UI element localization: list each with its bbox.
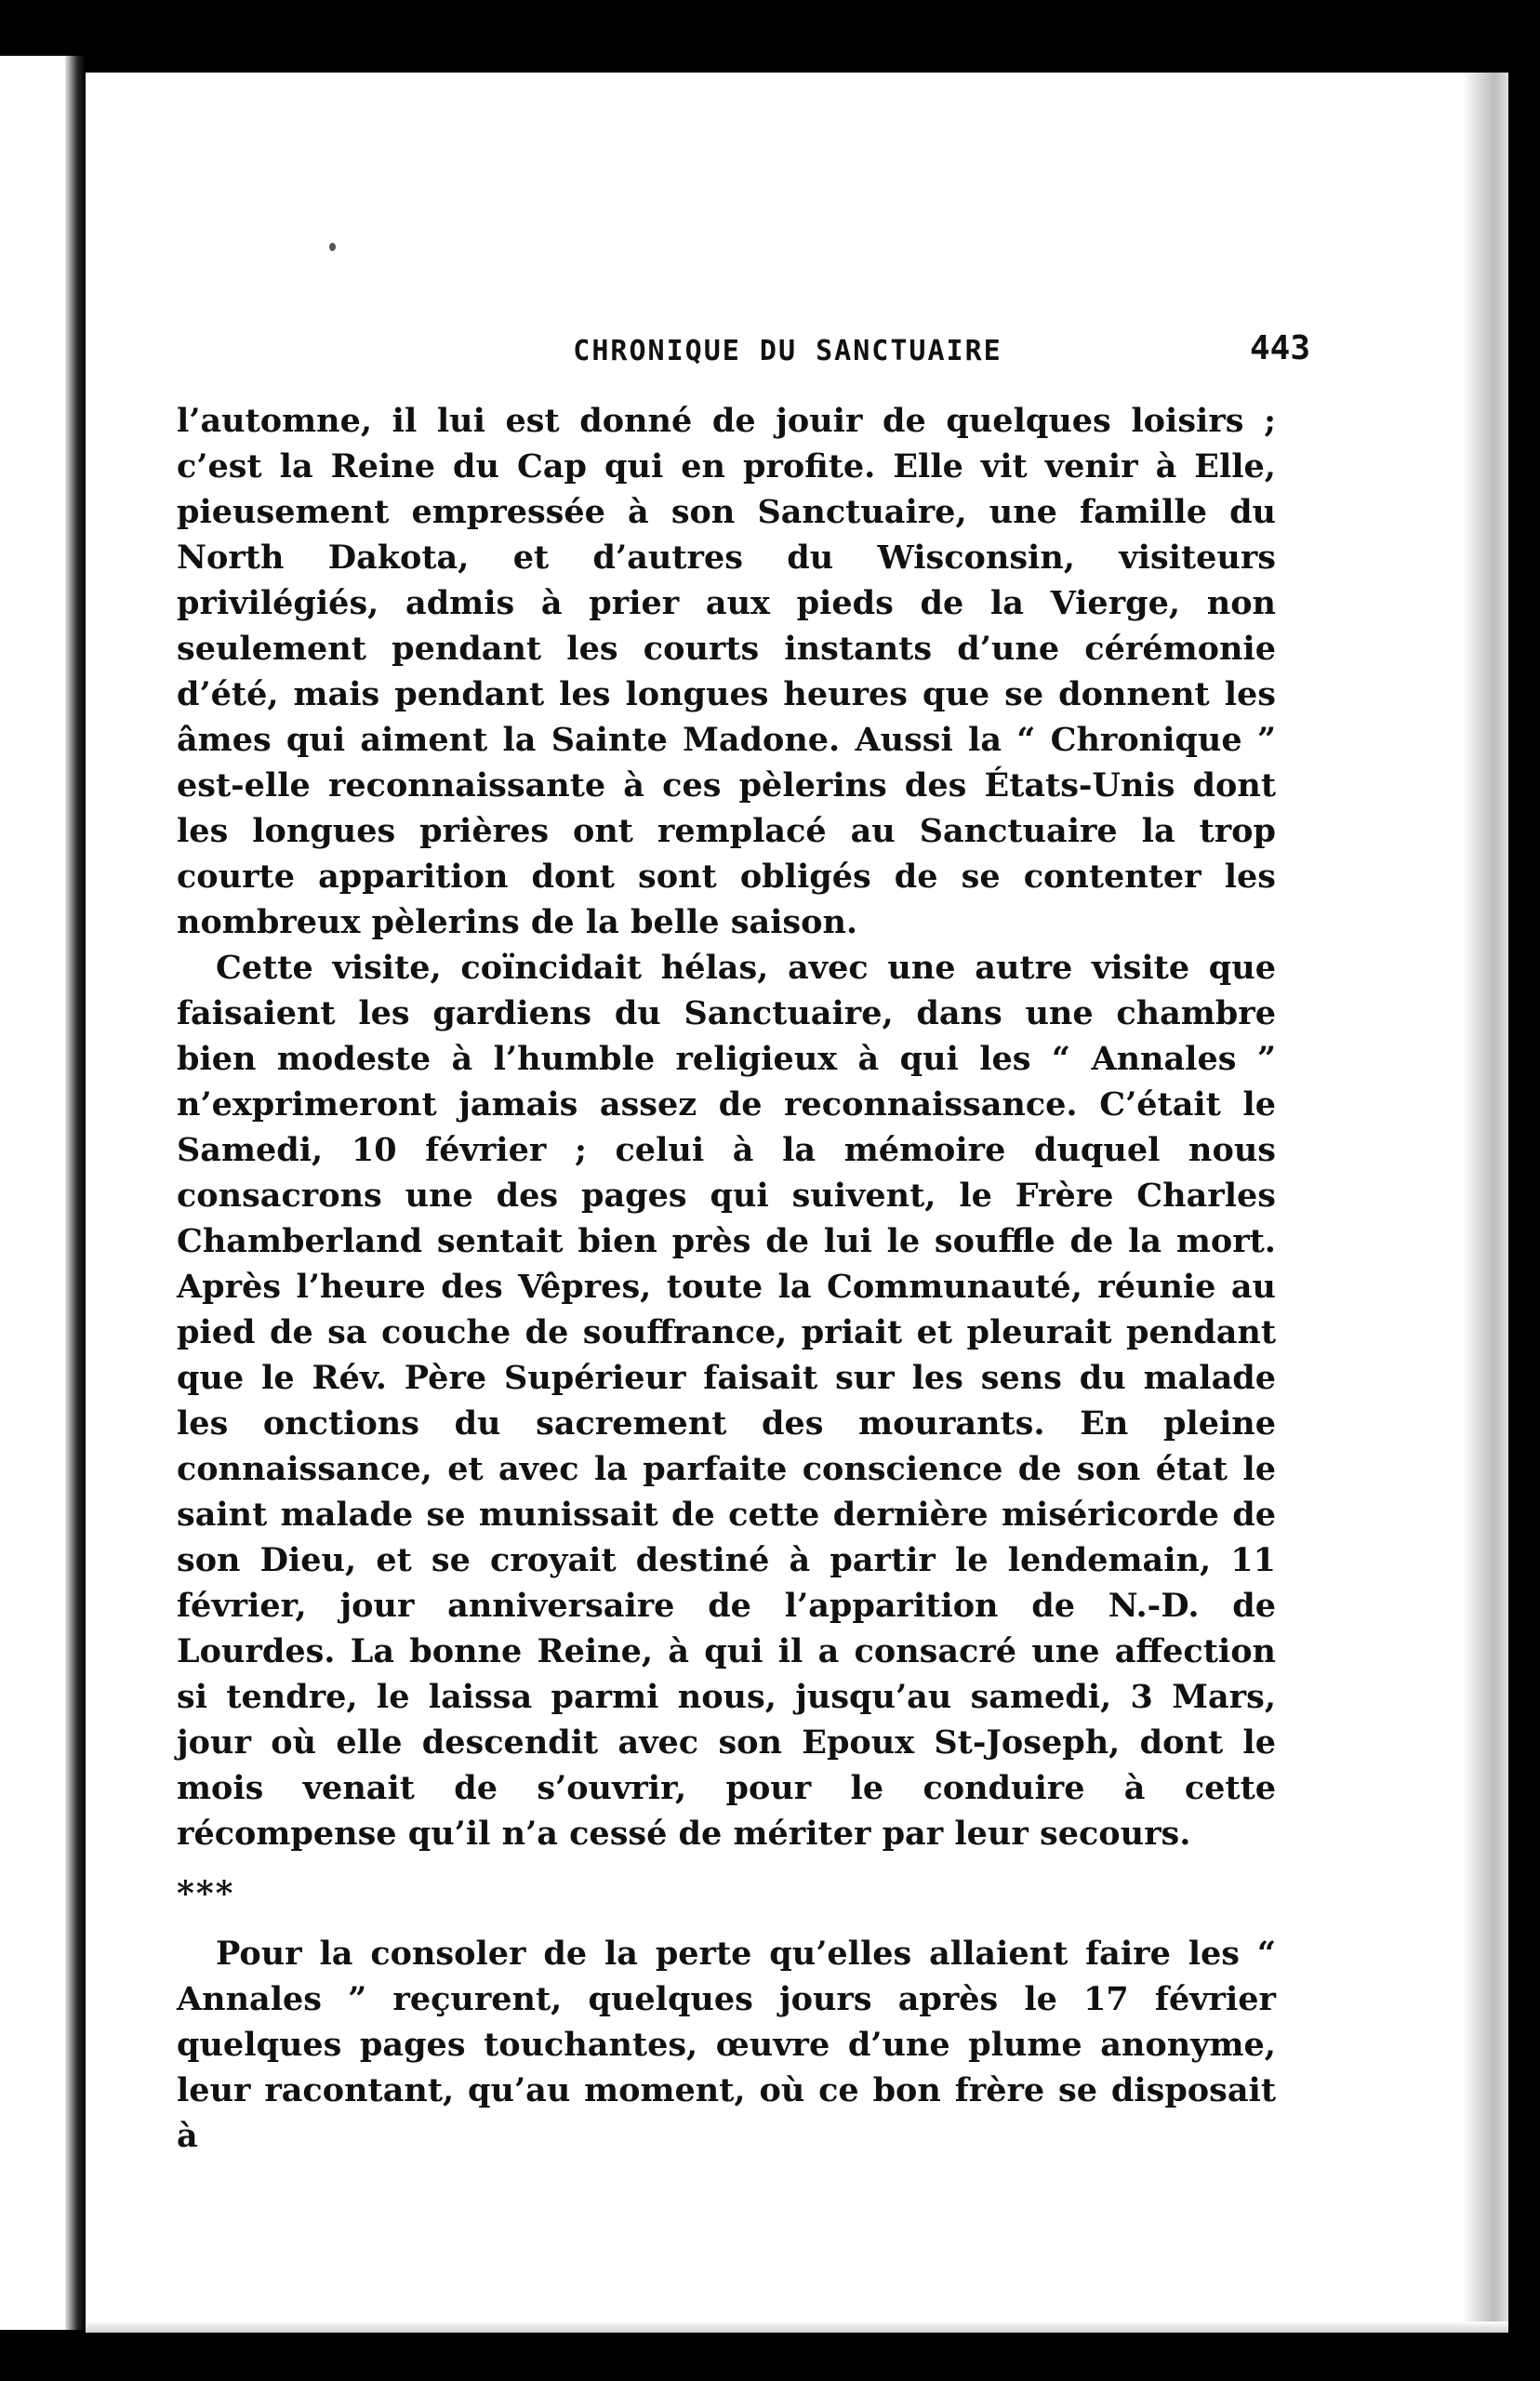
page-right-edge [1462, 73, 1508, 2333]
paragraph: Pour la consoler de la perte qu’elles allaient faire les “ Annales ” reçurent, quelques jours après le 17 février quelques pages touchantes, œuvre d’une plume anonyme, leur racontant, qu’au moment, où ce bon frère se disposait à [177, 1935, 1276, 2155]
running-title: CHRONIQUE DU SANCTUAIRE [573, 335, 1002, 367]
ink-speck [329, 243, 336, 251]
paragraph-continued: l’automne, il lui est donné de jouir de quelques loisirs ; c’est la Reine du Cap qui en profite. Elle vit venir à Elle, pieusement empressée à son Sanctuaire, une famille du North Dakota, et d’autres du Wisconsin, visiteurs privilégiés, admis à prier aux pieds de la Vierge, non seulement pendant les courts instants d’une cérémonie d’été, mais pendant les longues heures que se donnent les âmes qui aiment la Sainte Madone. Aussi la “ Chronique ” est-elle reconnaissante à ces pèlerins des États-Unis dont les longues prières ont remplacé au Sanctuaire la trop courte apparition dont sont obligés de se contenter les nombreux pèlerins de la belle saison. [177, 402, 1276, 941]
page-number: 443 [1250, 329, 1311, 367]
body-text [177, 398, 1276, 2159]
page-bottom-edge [86, 2321, 1508, 2333]
book-page [86, 73, 1508, 2333]
left-page-edge [0, 56, 73, 2330]
section-separator: *** [177, 1874, 235, 1913]
page-gutter-shadow [65, 56, 86, 2330]
paragraph: Cette visite, coïncidait hélas, avec une autre visite que faisaient les gardiens du Sanctuaire, dans une chambre bien modeste à l’humble religieux à qui les “ Annales ” n’exprimeront jamais assez de reconnaissance. C’était le Samedi, 10 février ; celui à la mémoire duquel nous consacrons une des pages qui suivent, le Frère Charles Chamberland sentait bien près de lui le souffle de la mort. Après l’heure des Vêpres, toute la Communauté, réunie au pied de sa couche de souffrance, priait et pleurait pendant que le Rév. Père Supérieur faisait sur les sens du malade les onctions du sacrement des mourants. En pleine connaissance, et avec la parfaite conscience de son état le saint malade se munissait de cette dernière miséricorde de son Dieu, et se croyait destiné à partir le lendemain, 11 février, jour anniversaire de l’apparition de N.-D. de Lourdes. La bonne Reine, à qui il a consacré une affection si tendre, le laissa parmi nous, jusqu’au samedi, 3 Mars, jour où elle descendit avec son Epoux St-Joseph, dont le mois venait de s’ouvrir, pour le conduire à cette récompense qu’il n’a cessé de mériter par leur secours. [177, 949, 1276, 1853]
